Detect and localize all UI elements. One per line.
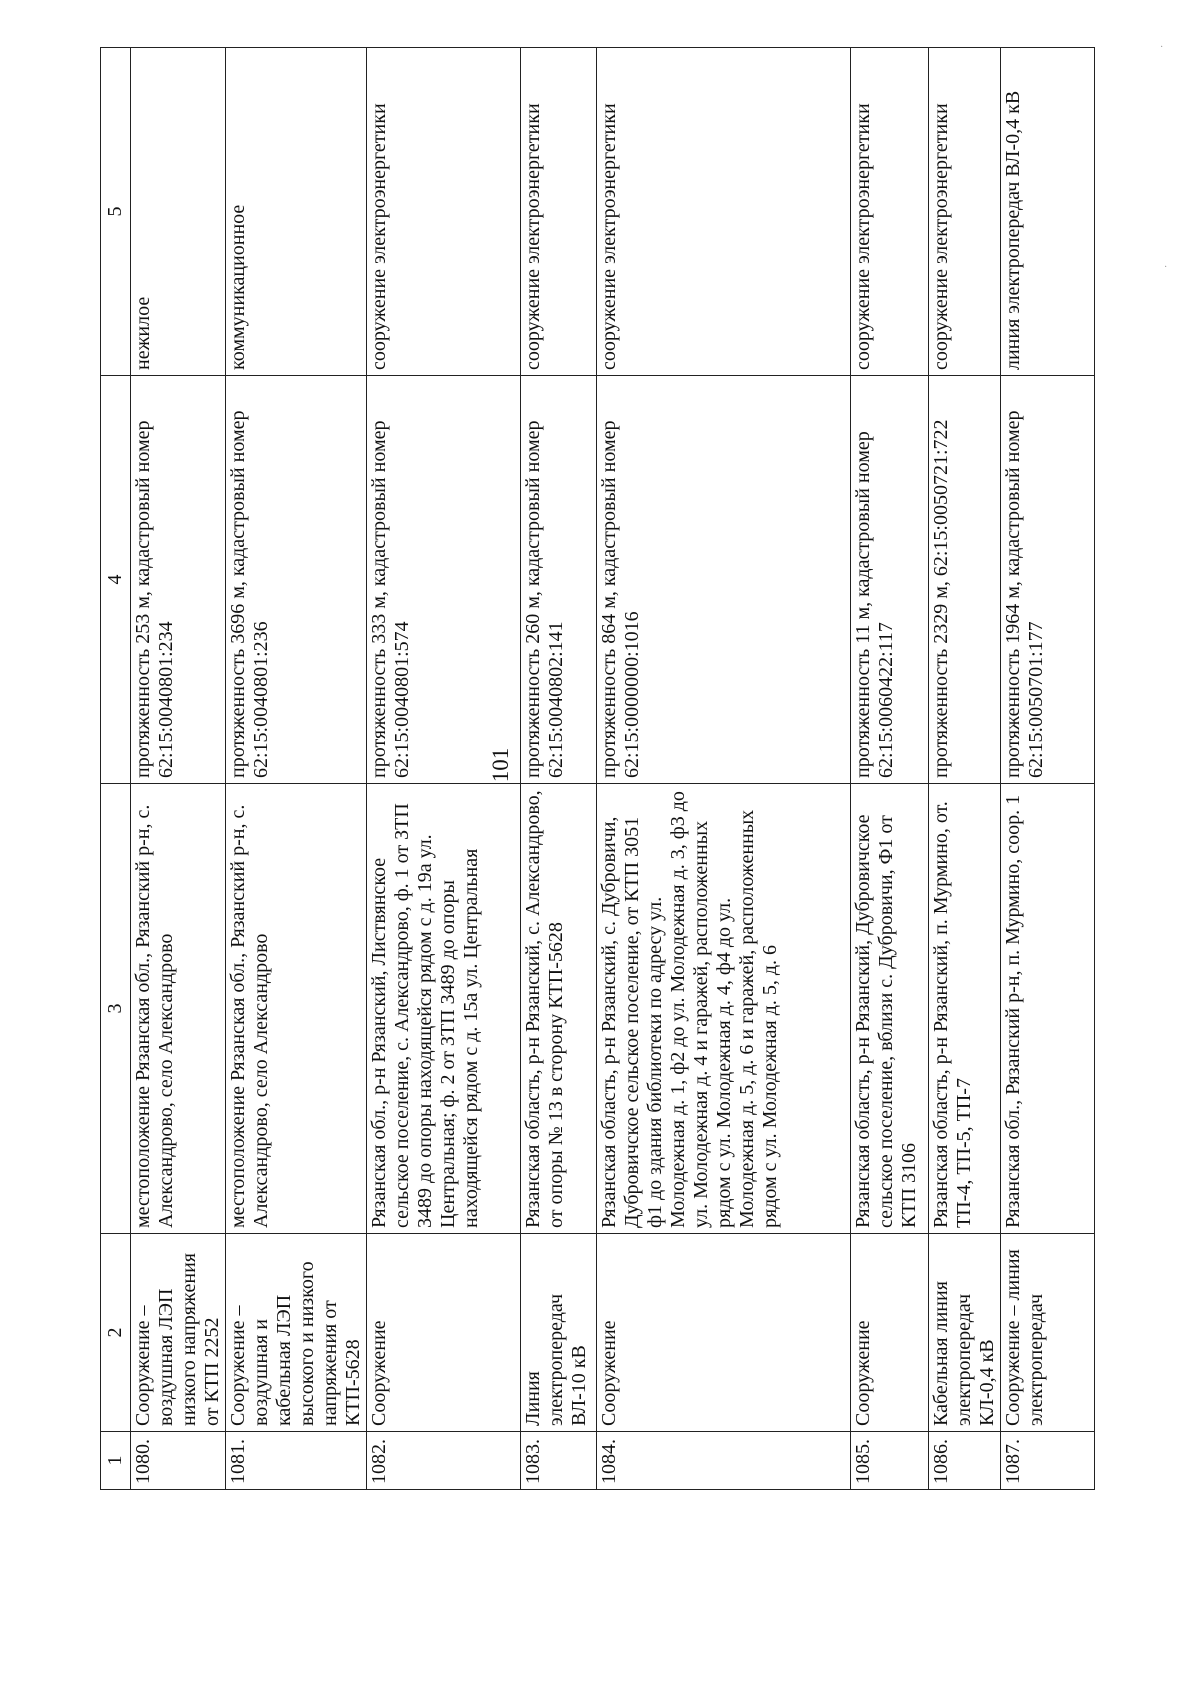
table-row — [851, 48, 929, 1490]
table-row — [521, 48, 597, 1490]
table-header-row — [101, 48, 131, 1490]
object-purpose: сооружение электроэнергетики — [929, 48, 1001, 376]
column-header-location: 3 — [101, 784, 131, 1234]
object-location: Рязанская обл., р-н Рязанский, Листвянское сельское поселение, с. Александрово, ф. 1 от ЗТП 3489 до опоры находящейся рядом с д. 19а ул. Центральная; ф. 2 от ЗТП 3489 до опоры находящейся рядом с д. 15а ул. Центральная — [367, 784, 521, 1234]
object-characteristics: протяженность 1964 м, кадастровый номер 62:15:0050701:177 — [1001, 376, 1095, 784]
object-name: Сооружение – линия электропередач — [1001, 1234, 1095, 1432]
object-name: Кабельная линия электропередач КЛ-0,4 кВ — [929, 1234, 1001, 1432]
object-purpose: сооружение электроэнергетики — [851, 48, 929, 376]
object-name: Сооружение – воздушная ЛЭП низкого напряжения от КТП 2252 — [131, 1234, 226, 1432]
object-name: Сооружение — [597, 1234, 851, 1432]
table-row — [1001, 48, 1095, 1490]
object-location: Рязанская область, р-н Рязанский, Дубровичское сельское поселение, вблизи с. Дубровичи, Ф1 от КТП 3106 — [851, 784, 929, 1234]
object-characteristics: протяженность 2329 м, 62:15:0050721:722 — [929, 376, 1001, 784]
object-name: Сооружение – воздушная и кабельная ЛЭП высокого и низкого напряжения от КТП-5628 — [226, 1234, 367, 1432]
object-location: местоположение Рязанская обл., Рязанский р-н, с. Александрово, село Александрово — [131, 784, 226, 1234]
row-number: 1085. — [851, 1432, 929, 1490]
object-location: местоположение Рязанская обл., Рязанский р-н, с. Александрово, село Александрово — [226, 784, 367, 1234]
column-header-characteristics: 4 — [101, 376, 131, 784]
table-row — [597, 48, 851, 1490]
object-purpose: сооружение электроэнергетики — [367, 48, 521, 376]
object-location: Рязанская область, р-н Рязанский, с. Дубровичи, Дубровичское сельское поселение, от КТП 3051 ф1 до здания библиотеки по адресу ул. Молодежная д. 1, ф2 до ул. Молодежная д. 3, ф3 до ул. Молодежная д. 4 и гаражей, расположенных рядом с ул. Молодежная д. 4, ф4 до ул. Молодежная д. 5, д. 6 и гаражей, расположенных рядом с ул. Молодежная д. 5, д. 6 — [597, 784, 851, 1234]
object-purpose: сооружение электроэнергетики — [597, 48, 851, 376]
row-number: 1083. — [521, 1432, 597, 1490]
object-location: Рязанская область, р-н Рязанский, с. Александрово, от опоры № 13 в сторону КТП-5628 — [521, 784, 597, 1234]
object-name: Линия электропередач ВЛ-10 кВ — [521, 1234, 597, 1432]
object-name: Сооружение — [367, 1234, 521, 1432]
object-purpose: сооружение электроэнергетики — [521, 48, 597, 376]
object-characteristics: протяженность 11 м, кадастровый номер 62:15:0060422:117 — [851, 376, 929, 784]
object-characteristics: протяженность 3696 м, кадастровый номер 62:15:0040801:236 — [226, 376, 367, 784]
object-characteristics: протяженность 253 м, кадастровый номер 62:15:0040801:234 — [131, 376, 226, 784]
column-header-purpose: 5 — [101, 48, 131, 376]
column-header-number: 1 — [101, 1432, 131, 1490]
page-number: 101 — [488, 747, 513, 783]
object-purpose: коммуникационное — [226, 48, 367, 376]
table-row — [929, 48, 1001, 1490]
table-row — [226, 48, 367, 1490]
rotated-table-container — [100, 48, 1047, 1490]
table-row — [131, 48, 226, 1490]
rotated-table-frame — [100, 48, 1047, 1490]
scan-speck: · — [1160, 42, 1164, 53]
object-location: Рязанская область, р-н Рязанский, п. Мурмино, от. ТП-4, ТП-5, ТП-7 — [929, 784, 1001, 1234]
object-name: Сооружение — [851, 1234, 929, 1432]
object-purpose: нежилое — [131, 48, 226, 376]
object-purpose: линия электропередач ВЛ-0,4 кВ — [1001, 48, 1095, 376]
row-number: 1080. — [131, 1432, 226, 1490]
row-number: 1087. — [1001, 1432, 1095, 1490]
row-number: 1081. — [226, 1432, 367, 1490]
row-number: 1082. — [367, 1432, 521, 1490]
object-characteristics: протяженность 333 м, кадастровый номер 62:15:0040801:574 — [367, 376, 521, 784]
row-number: 1084. — [597, 1432, 851, 1490]
scan-speck: · — [1164, 262, 1168, 273]
column-header-name: 2 — [101, 1234, 131, 1432]
object-characteristics: протяженность 864 м, кадастровый номер 62:15:0000000:1016 — [597, 376, 851, 784]
property-register-table — [100, 47, 1095, 1490]
table-row — [367, 48, 521, 1490]
row-number: 1086. — [929, 1432, 1001, 1490]
object-location: Рязанская обл., Рязанский р-н, п. Мурмино, соор. 1 — [1001, 784, 1095, 1234]
object-characteristics: протяженность 260 м, кадастровый номер 62:15:0040802:141 — [521, 376, 597, 784]
